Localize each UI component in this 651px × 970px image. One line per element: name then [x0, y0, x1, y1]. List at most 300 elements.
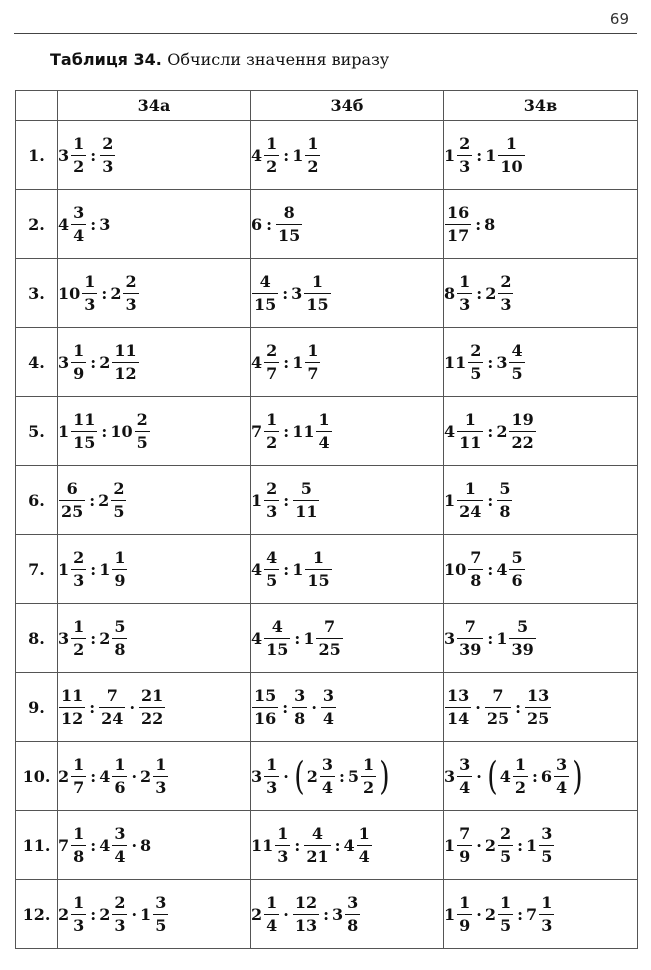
- operator: :: [101, 421, 108, 441]
- fraction: [321, 686, 336, 729]
- fraction: [139, 686, 165, 729]
- table-heading-instruction: Обчисли значення виразу: [167, 50, 390, 69]
- fraction: [264, 410, 279, 453]
- whole-part: 2: [99, 628, 111, 648]
- expression: [251, 617, 344, 660]
- fraction: [513, 755, 528, 798]
- operator: :: [90, 559, 97, 579]
- denominator: 12: [61, 708, 84, 728]
- operator: :: [266, 214, 273, 234]
- fraction: [135, 410, 150, 453]
- table-row: [16, 328, 638, 397]
- fraction: [498, 893, 513, 936]
- integer: 8: [140, 835, 152, 855]
- expression: [444, 548, 526, 591]
- fraction: [112, 755, 127, 798]
- numerator: 7: [459, 823, 471, 843]
- operator: :: [323, 904, 330, 924]
- fraction: [305, 341, 320, 384]
- whole-part: 4: [496, 559, 508, 579]
- denominator: 24: [459, 501, 482, 521]
- table-heading: [50, 50, 389, 70]
- numerator: 3: [294, 685, 306, 705]
- expression-cell-34a: [58, 811, 251, 880]
- denominator: 3: [73, 570, 85, 590]
- expression-cell-34v: [444, 259, 638, 328]
- whole-part: 2: [484, 835, 496, 855]
- expression-cell-34b: [251, 811, 444, 880]
- denominator: 5: [155, 915, 167, 935]
- denominator: 24: [101, 708, 124, 728]
- numerator: 2: [125, 271, 137, 291]
- numerator: 1: [73, 616, 85, 636]
- numerator: 2: [470, 340, 482, 360]
- whole-part: 5: [347, 766, 360, 786]
- denominator: 3: [102, 156, 114, 176]
- denominator: 7: [307, 363, 319, 383]
- numerator: 1: [266, 754, 278, 774]
- numerator: 1: [500, 892, 512, 912]
- fraction: [457, 272, 472, 315]
- expression-cell-34b: [251, 397, 444, 466]
- numerator: 15: [254, 685, 277, 705]
- numerator: 5: [511, 547, 523, 567]
- expression: [251, 755, 392, 798]
- expression-cell-34b: [251, 328, 444, 397]
- fraction: [264, 134, 279, 177]
- whole-part: 1: [99, 559, 111, 579]
- numerator: 13: [527, 685, 550, 705]
- denominator: 5: [541, 846, 553, 866]
- row-number: 11.: [16, 811, 58, 880]
- expression-cell-34v: [444, 328, 638, 397]
- fraction: [345, 893, 360, 936]
- table-row: [16, 397, 638, 466]
- denominator: 3: [277, 846, 289, 866]
- operator: :: [517, 835, 524, 855]
- operator: ·: [131, 766, 138, 786]
- expression: [444, 410, 537, 453]
- operator: ·: [476, 904, 482, 924]
- denominator: 17: [447, 225, 470, 245]
- operator: ·: [475, 697, 481, 717]
- expression-cell-34a: [58, 190, 251, 259]
- operator: :: [487, 421, 494, 441]
- numerator: 7: [106, 685, 118, 705]
- denominator: 4: [318, 432, 330, 452]
- whole-part: 4: [99, 835, 111, 855]
- whole-part: 1: [140, 904, 152, 924]
- operator: :: [90, 628, 97, 648]
- numerator: 8: [283, 202, 295, 222]
- expression-cell-34b: [251, 880, 444, 949]
- numerator: 1: [73, 754, 85, 774]
- header-cell-34a: 34а: [58, 91, 251, 121]
- expression: [251, 341, 321, 384]
- whole-part: 1: [444, 904, 456, 924]
- integer: 8: [484, 214, 496, 234]
- denominator: 16: [254, 708, 277, 728]
- denominator: 39: [459, 639, 482, 659]
- fraction: [264, 617, 290, 660]
- numerator: 1: [73, 340, 85, 360]
- fraction: [361, 755, 376, 798]
- denominator: 9: [114, 570, 126, 590]
- numerator: 3: [459, 754, 471, 774]
- numerator: 1: [363, 754, 375, 774]
- operator: ·: [131, 835, 138, 855]
- numerator: 2: [266, 340, 278, 360]
- fraction: [304, 824, 330, 867]
- denominator: 5: [500, 846, 512, 866]
- numerator: 3: [322, 685, 335, 705]
- whole-part: 2: [251, 904, 263, 924]
- whole-part: 2: [58, 766, 70, 786]
- denominator: 6: [114, 777, 126, 797]
- numerator: 4: [511, 340, 523, 360]
- expression: [251, 203, 303, 246]
- row-number: 12.: [16, 880, 58, 949]
- fraction: [153, 755, 168, 798]
- fraction: [457, 617, 483, 660]
- expression-cell-34a: [58, 742, 251, 811]
- denominator: 3: [73, 915, 85, 935]
- fraction: [445, 203, 471, 246]
- expression: [444, 893, 555, 936]
- fraction: [498, 134, 524, 177]
- denominator: 5: [500, 915, 512, 935]
- denominator: 13: [294, 915, 318, 935]
- numerator: 7: [464, 616, 476, 636]
- denominator: 3: [125, 294, 137, 314]
- fraction: [305, 548, 331, 591]
- operator: :: [531, 766, 538, 786]
- numerator: 1: [505, 133, 518, 153]
- denominator: 5: [511, 363, 523, 383]
- denominator: 2: [307, 156, 319, 176]
- denominator: 8: [347, 915, 359, 935]
- numerator: 1: [114, 754, 126, 774]
- denominator: 22: [511, 432, 534, 452]
- fraction: [112, 824, 127, 867]
- numerator: 2: [113, 478, 125, 498]
- whole-part: 1: [58, 559, 70, 579]
- numerator: 2: [102, 133, 114, 153]
- fraction: [509, 617, 535, 660]
- expression: [58, 686, 166, 729]
- fraction: [112, 893, 127, 936]
- expression-cell-34v: [444, 466, 638, 535]
- expression-cell-34b: [251, 121, 444, 190]
- fraction: [457, 824, 472, 867]
- fraction: [554, 755, 569, 798]
- fraction: [112, 617, 127, 660]
- numerator: 5: [300, 478, 312, 498]
- operator: :: [487, 628, 494, 648]
- fraction: [153, 893, 168, 936]
- whole-part: 2: [99, 352, 111, 372]
- table-row: [16, 121, 638, 190]
- expression-cell-34a: [58, 121, 251, 190]
- whole-part: 2: [140, 766, 152, 786]
- fraction: [71, 203, 86, 246]
- numerator: 2: [459, 133, 471, 153]
- fraction: [292, 686, 307, 729]
- operator: :: [283, 145, 290, 165]
- expression-cell-34b: [251, 673, 444, 742]
- denominator: 2: [73, 639, 85, 659]
- numerator: 7: [470, 547, 482, 567]
- numerator: 3: [556, 754, 568, 774]
- expression-cell-34a: [58, 673, 251, 742]
- denominator: 25: [486, 708, 510, 728]
- whole-part: 1: [526, 835, 538, 855]
- table-row: [16, 604, 638, 673]
- denominator: 22: [141, 708, 164, 728]
- fraction: [264, 755, 279, 798]
- numerator: 19: [511, 409, 534, 429]
- expression-cell-34v: [444, 880, 638, 949]
- header-cell-34b: 34б: [251, 91, 444, 121]
- fraction: [71, 341, 86, 384]
- numerator: 11: [61, 685, 84, 705]
- denominator: 4: [556, 777, 568, 797]
- fraction: [59, 686, 85, 729]
- numerator: 1: [266, 409, 278, 429]
- whole-part: 1: [303, 628, 315, 648]
- whole-part: 11: [292, 421, 315, 441]
- table-row: [16, 880, 638, 949]
- expression-cell-34b: [251, 259, 444, 328]
- expression-cell-34a: [58, 328, 251, 397]
- operator: :: [90, 835, 97, 855]
- numerator: 3: [347, 892, 359, 912]
- numerator: 1: [312, 547, 325, 567]
- whole-part: 2: [110, 283, 122, 303]
- operator: :: [476, 145, 483, 165]
- whole-part: 3: [58, 628, 70, 648]
- fraction: [497, 479, 512, 522]
- denominator: 11: [459, 432, 482, 452]
- denominator: 25: [61, 501, 84, 521]
- fraction: [264, 548, 279, 591]
- expression: [444, 203, 496, 246]
- denominator: 9: [459, 846, 471, 866]
- expression: [251, 548, 333, 591]
- denominator: 5: [470, 363, 482, 383]
- fraction: [123, 272, 138, 315]
- expression: [251, 824, 373, 867]
- fraction: [276, 203, 302, 246]
- parenthesis: ): [379, 754, 390, 798]
- denominator: 5: [113, 501, 125, 521]
- denominator: 21: [306, 846, 329, 866]
- operator: :: [89, 490, 96, 510]
- expression: [58, 893, 169, 936]
- row-number: 6.: [16, 466, 58, 535]
- denominator: 8: [114, 639, 126, 659]
- denominator: 15: [278, 225, 301, 245]
- whole-part: 2: [99, 904, 111, 924]
- expression-cell-34a: [58, 397, 251, 466]
- fraction: [316, 617, 342, 660]
- operator: :: [282, 283, 289, 303]
- integer: 3: [99, 214, 111, 234]
- whole-part: 3: [444, 766, 456, 786]
- expression: [444, 617, 537, 660]
- fraction: [316, 410, 331, 453]
- numerator: 4: [271, 616, 283, 636]
- numerator: 1: [73, 823, 85, 843]
- fraction: [468, 341, 483, 384]
- exercise-table: [15, 90, 638, 949]
- denominator: 4: [358, 846, 370, 866]
- fraction: [509, 410, 535, 453]
- expression-cell-34v: [444, 190, 638, 259]
- expression-cell-34a: [58, 466, 251, 535]
- whole-part: 2: [485, 283, 497, 303]
- numerator: 1: [514, 754, 526, 774]
- whole-part: 1: [292, 559, 304, 579]
- numerator: 3: [155, 892, 167, 912]
- expression-cell-34b: [251, 742, 444, 811]
- expression: [58, 341, 140, 384]
- numerator: 5: [517, 616, 529, 636]
- whole-part: 8: [444, 283, 456, 303]
- denominator: 5: [266, 570, 278, 590]
- whole-part: 3: [496, 352, 508, 372]
- denominator: 2: [73, 156, 85, 176]
- numerator: 1: [307, 340, 319, 360]
- table-row: [16, 811, 638, 880]
- whole-part: 4: [99, 766, 111, 786]
- row-number: 5.: [16, 397, 58, 466]
- numerator: 4: [259, 271, 271, 291]
- denominator: 3: [459, 294, 471, 314]
- numerator: 2: [500, 823, 512, 843]
- whole-part: 10: [58, 283, 81, 303]
- fraction: [468, 548, 483, 591]
- expression: [251, 893, 361, 936]
- fraction: [59, 479, 85, 522]
- numerator: 1: [459, 892, 471, 912]
- expression: [58, 479, 127, 522]
- whole-part: 11: [251, 835, 274, 855]
- expression: [444, 272, 514, 315]
- denominator: 5: [136, 432, 148, 452]
- numerator: 4: [266, 547, 278, 567]
- denominator: 7: [73, 777, 85, 797]
- expression-cell-34a: [58, 259, 251, 328]
- fraction: [71, 893, 86, 936]
- numerator: 1: [311, 271, 324, 291]
- fraction: [457, 410, 483, 453]
- expression: [444, 755, 585, 798]
- whole-part: 2: [98, 490, 110, 510]
- expression: [58, 203, 111, 246]
- operator: :: [294, 628, 301, 648]
- operator: ·: [283, 904, 289, 924]
- numerator: 3: [73, 202, 85, 222]
- numerator: 1: [358, 823, 370, 843]
- whole-part: 3: [251, 766, 263, 786]
- table-row: [16, 466, 638, 535]
- numerator: 1: [155, 754, 167, 774]
- denominator: 15: [254, 294, 277, 314]
- numerator: 1: [464, 409, 476, 429]
- expression-cell-34b: [251, 466, 444, 535]
- denominator: 25: [527, 708, 550, 728]
- fraction: [71, 824, 86, 867]
- whole-part: 1: [444, 835, 456, 855]
- whole-part: 10: [444, 559, 467, 579]
- fraction: [498, 272, 513, 315]
- denominator: 25: [318, 639, 341, 659]
- expression: [444, 686, 552, 729]
- denominator: 3: [541, 915, 553, 935]
- numerator: 11: [114, 340, 137, 360]
- whole-part: 4: [499, 766, 511, 786]
- whole-part: 3: [58, 352, 70, 372]
- denominator: 4: [321, 777, 333, 797]
- numerator: 21: [141, 685, 164, 705]
- fraction: [357, 824, 372, 867]
- denominator: 2: [266, 156, 278, 176]
- expression-cell-34v: [444, 673, 638, 742]
- fraction: [71, 548, 86, 591]
- fraction: [111, 479, 126, 522]
- operator: :: [90, 766, 97, 786]
- fraction: [275, 824, 290, 867]
- fraction: [264, 341, 279, 384]
- fraction: [112, 548, 127, 591]
- row-number: 1.: [16, 121, 58, 190]
- fraction: [252, 272, 278, 315]
- expression: [251, 272, 332, 315]
- operator: :: [487, 490, 494, 510]
- denominator: 2: [363, 777, 375, 797]
- whole-part: 4: [343, 835, 355, 855]
- whole-part: 1: [444, 490, 456, 510]
- fraction: [539, 824, 554, 867]
- whole-part: 3: [444, 628, 456, 648]
- denominator: 3: [266, 777, 278, 797]
- numerator: 3: [321, 754, 333, 774]
- denominator: 8: [73, 846, 85, 866]
- whole-part: 3: [332, 904, 344, 924]
- expression: [58, 272, 140, 315]
- expression: [251, 410, 333, 453]
- row-number: 3.: [16, 259, 58, 328]
- fraction: [293, 479, 319, 522]
- table-row: [16, 673, 638, 742]
- operator: :: [517, 904, 524, 924]
- denominator: 4: [322, 708, 335, 728]
- denominator: 15: [73, 432, 96, 452]
- row-number: 7.: [16, 535, 58, 604]
- fraction: [112, 341, 138, 384]
- whole-part: 2: [484, 904, 496, 924]
- fraction: [509, 548, 524, 591]
- numerator: 7: [492, 685, 504, 705]
- operator: :: [90, 352, 97, 372]
- fraction: [457, 134, 472, 177]
- denominator: 7: [266, 363, 278, 383]
- whole-part: 3: [58, 145, 70, 165]
- expression: [58, 134, 116, 177]
- denominator: 8: [470, 570, 482, 590]
- numerator: 1: [318, 409, 330, 429]
